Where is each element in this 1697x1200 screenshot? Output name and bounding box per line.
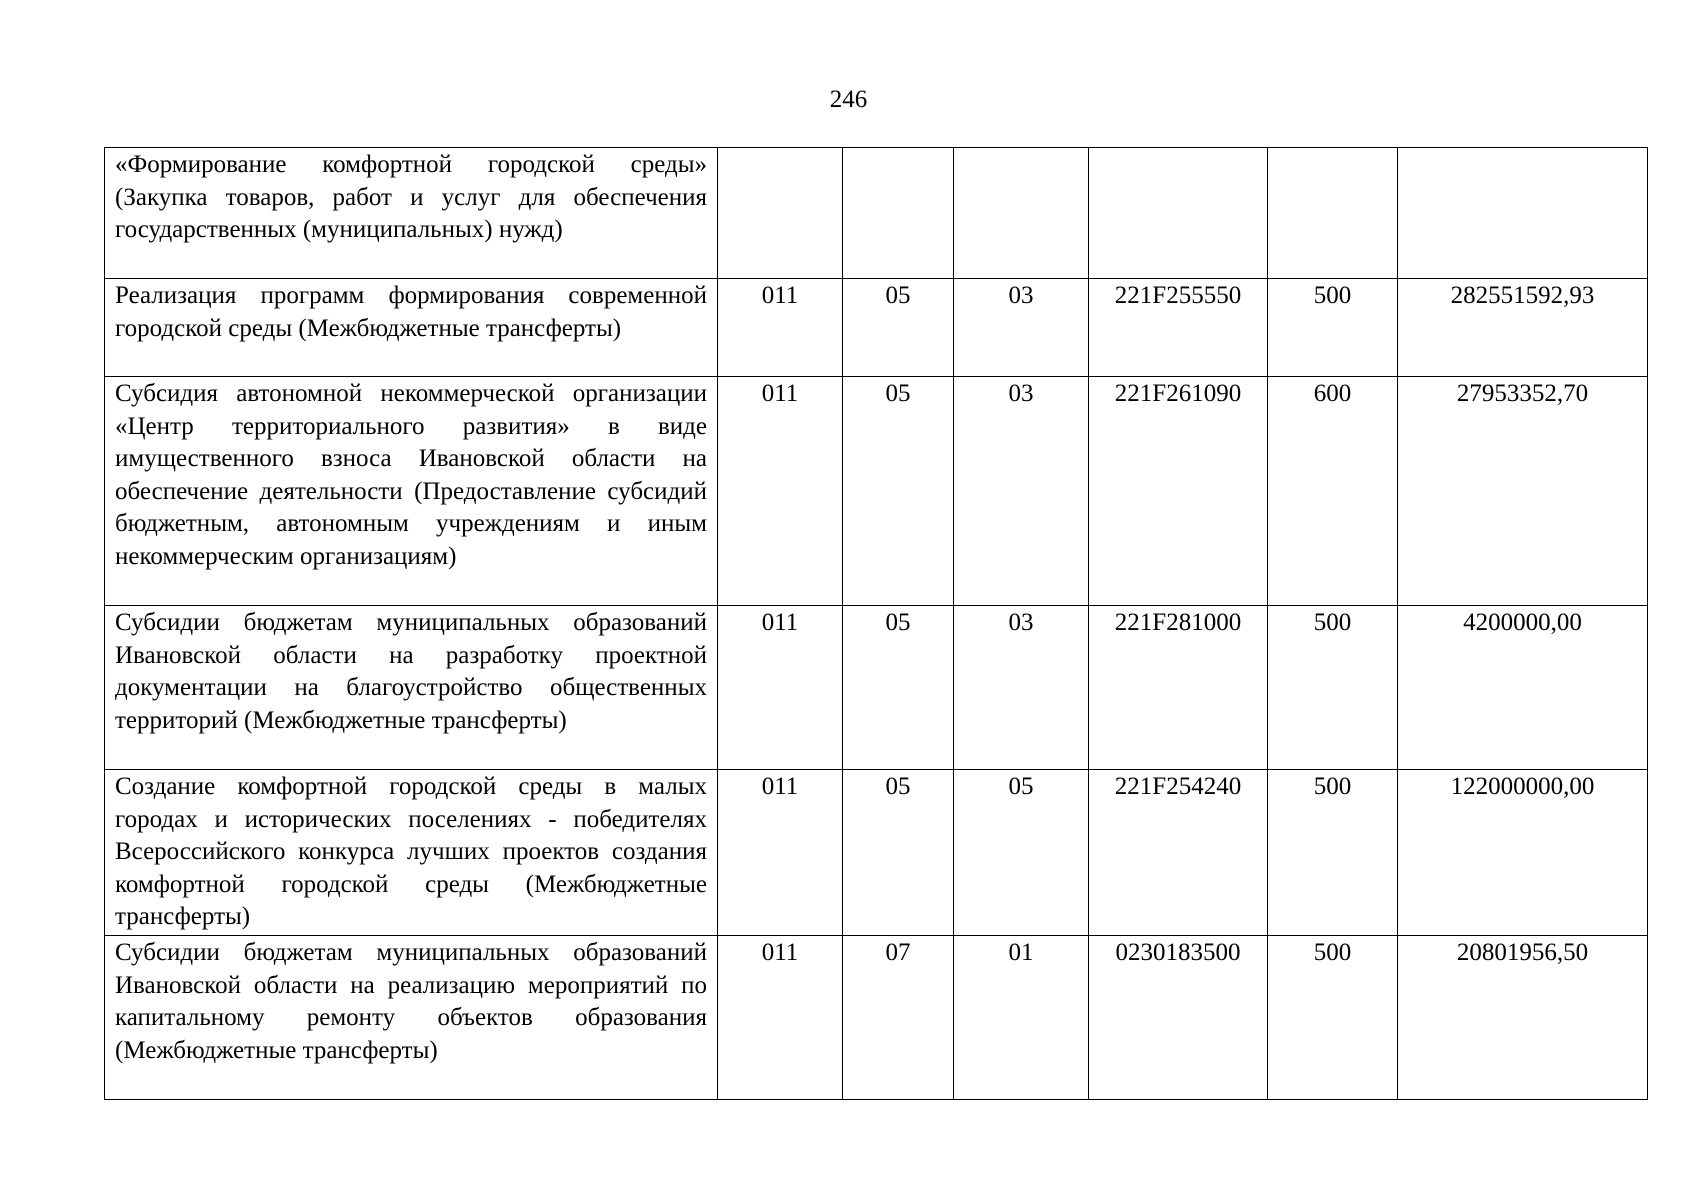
amount: 20801956,50 [1398,935,1648,1099]
row-description: Субсидия автономной некоммерческой организации «Центр территориального развития» в виде имущественного взноса Ивановской области на обеспечение деятельности (Предоставление субсидий бюджетным, автономным учреждениям и иным некоммерческим организациям) [105,377,718,606]
table-row [105,606,1648,770]
target-article-code: 221F255550 [1089,279,1268,377]
ministry-code: 011 [718,377,843,606]
subsection-code: 03 [954,279,1089,377]
row-description: Субсидии бюджетам муниципальных образований Ивановской области на разработку проектной документации на благоустройство общественных территорий (Межбюджетные трансферты) [105,606,718,770]
table-row [105,148,1648,279]
ministry-code: 011 [718,279,843,377]
section-code: 05 [843,279,954,377]
expense-type-code: 500 [1268,770,1398,936]
target-article-code: 221F254240 [1089,770,1268,936]
budget-table [104,147,1648,1100]
subsection-code: 03 [954,606,1089,770]
amount: 122000000,00 [1398,770,1648,936]
section-code: 05 [843,770,954,936]
table-row [105,770,1648,936]
page-number: 246 [829,86,868,113]
section-code: 05 [843,377,954,606]
amount: 27953352,70 [1398,377,1648,606]
target-article-code: 0230183500 [1089,935,1268,1099]
expense-type-code: 500 [1268,279,1398,377]
target-article-code: 221F261090 [1089,377,1268,606]
amount: 282551592,93 [1398,279,1648,377]
amount [1398,148,1648,279]
ministry-code [718,148,843,279]
table-row [105,279,1648,377]
row-description: «Формирование комфортной городской среды» (Закупка товаров, работ и услуг для обеспечения государственных (муниципальных) нужд) [105,148,718,279]
subsection-code: 03 [954,377,1089,606]
table-row [105,377,1648,606]
row-description: Субсидии бюджетам муниципальных образований Ивановской области на реализацию мероприятий по капитальному ремонту объектов образования (Межбюджетные трансферты) [105,935,718,1099]
section-code: 07 [843,935,954,1099]
target-article-code: 221F281000 [1089,606,1268,770]
ministry-code: 011 [718,935,843,1099]
amount: 4200000,00 [1398,606,1648,770]
row-description: Создание комфортной городской среды в малых городах и исторических поселениях - победителях Всероссийского конкурса лучших проектов создания комфортной городской среды (Межбюджетные трансферты) [105,770,718,936]
expense-type-code: 600 [1268,377,1398,606]
target-article-code [1089,148,1268,279]
table-row [105,935,1648,1099]
expense-type-code: 500 [1268,606,1398,770]
expense-type-code: 500 [1268,935,1398,1099]
section-code [843,148,954,279]
ministry-code: 011 [718,770,843,936]
expense-type-code [1268,148,1398,279]
subsection-code: 05 [954,770,1089,936]
subsection-code [954,148,1089,279]
row-description: Реализация программ формирования современной городской среды (Межбюджетные трансферты) [105,279,718,377]
ministry-code: 011 [718,606,843,770]
subsection-code: 01 [954,935,1089,1099]
section-code: 05 [843,606,954,770]
